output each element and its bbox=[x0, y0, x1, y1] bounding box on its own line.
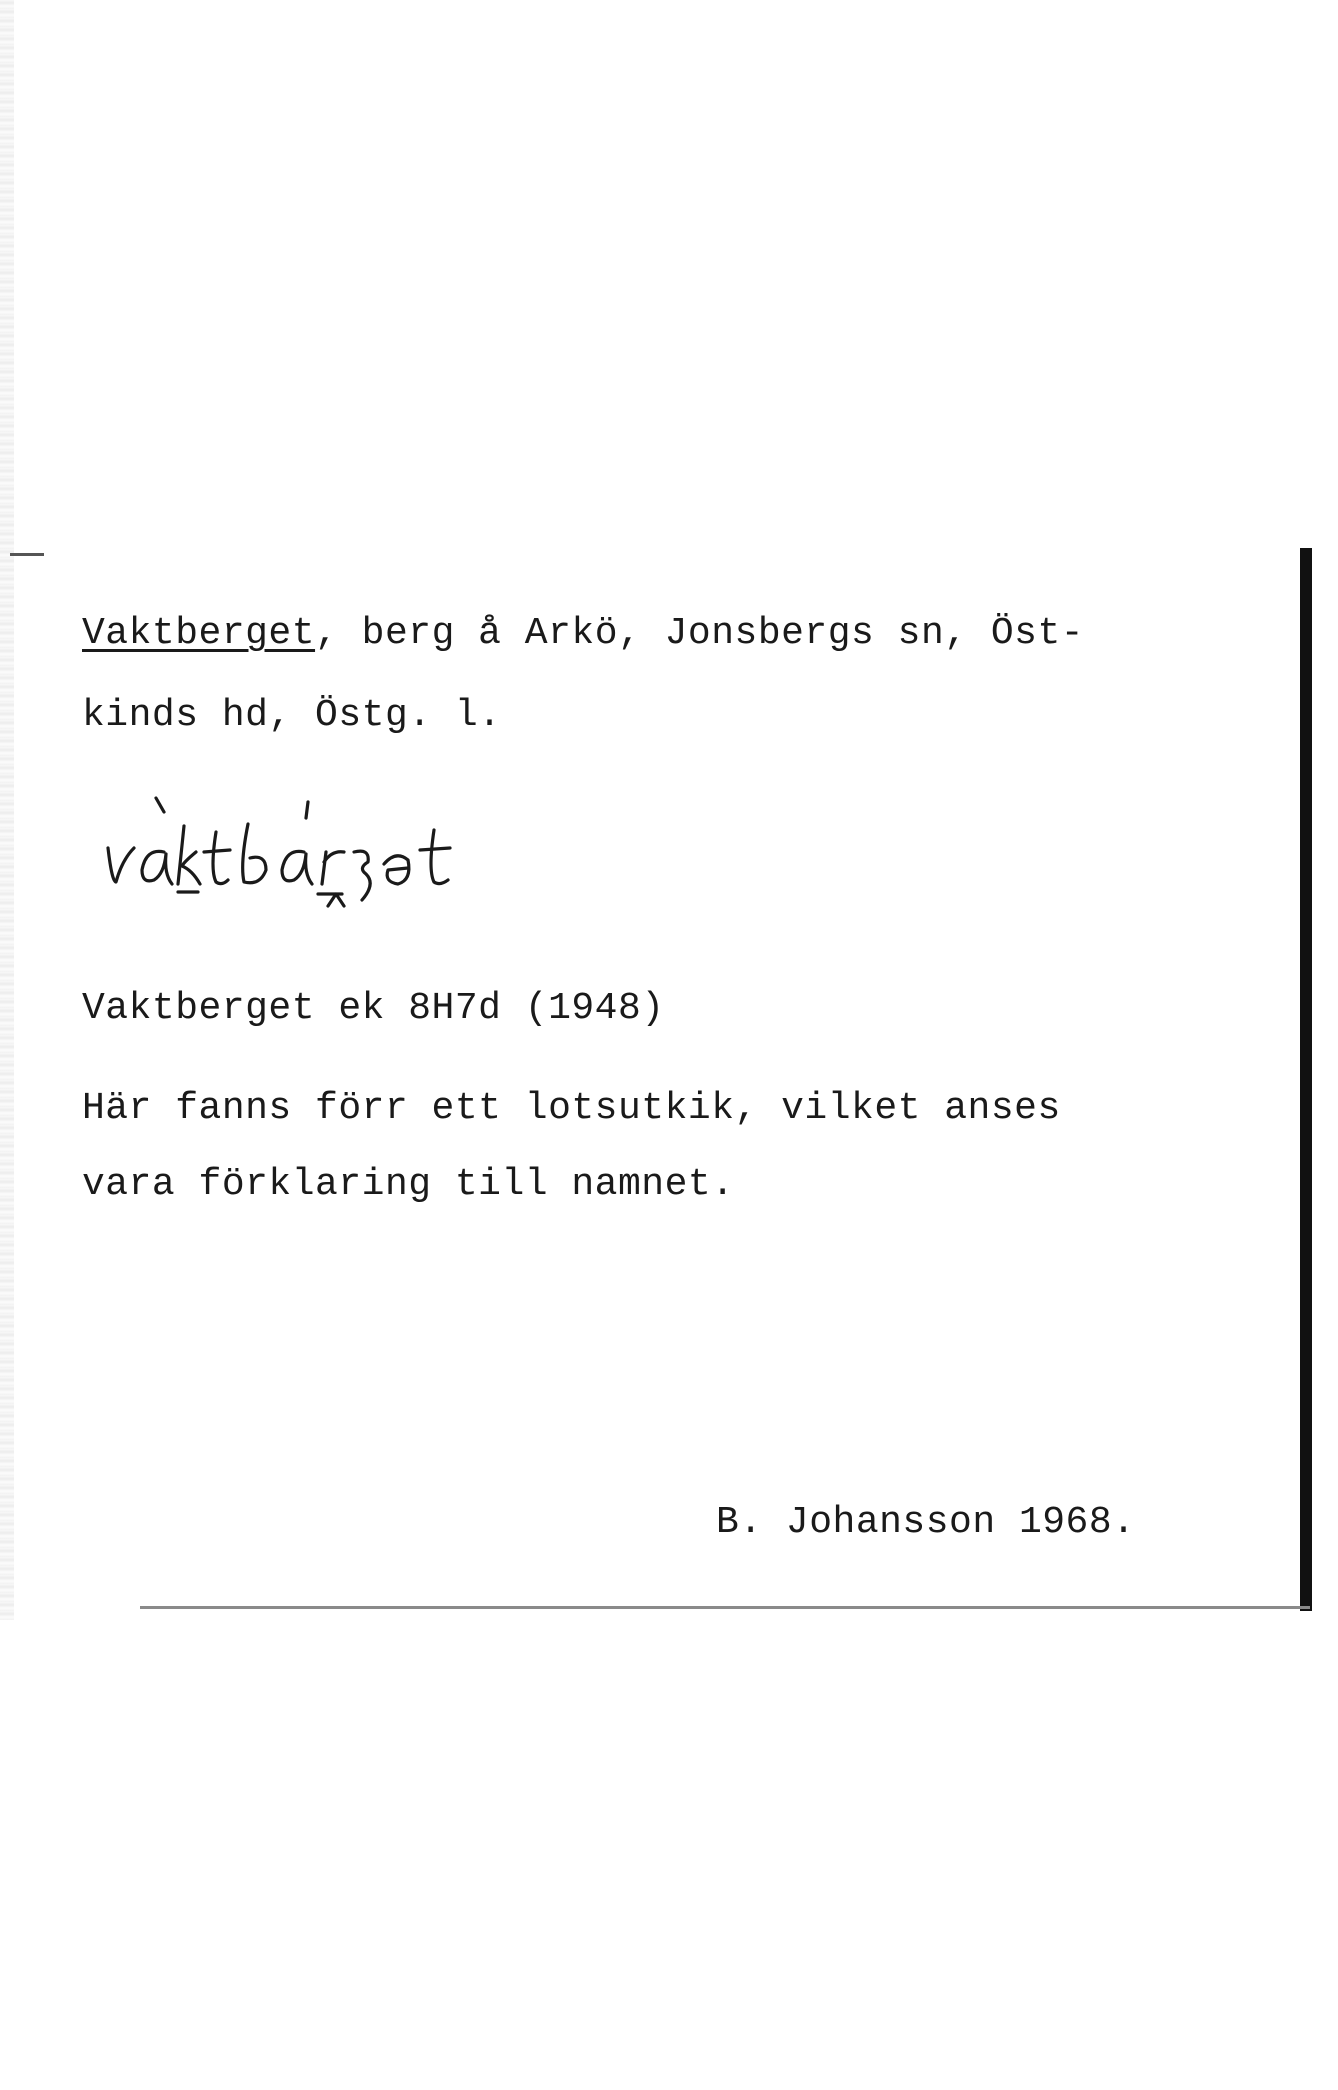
entry-line-1 bbox=[82, 612, 1085, 655]
map-reference: Vaktberget ek 8H7d (1948) bbox=[82, 987, 665, 1030]
headword: Vaktberget bbox=[82, 612, 316, 655]
scan-left-edge bbox=[0, 0, 14, 1620]
note-line-1: Här fanns förr ett lotsutkik, vilket anses bbox=[82, 1087, 1061, 1130]
card-right-border bbox=[1300, 548, 1312, 1611]
note-line-2: vara förklaring till namnet. bbox=[82, 1163, 735, 1206]
scan-mark bbox=[10, 553, 44, 556]
phonetic-transcription bbox=[100, 790, 480, 910]
entry-line-2: kinds hd, Östg. l. bbox=[82, 694, 502, 737]
card-bottom-border bbox=[140, 1606, 1310, 1609]
signature: B. Johansson 1968. bbox=[716, 1501, 1136, 1544]
location-text: , berg å Arkö, Jonsbergs sn, Öst- bbox=[315, 612, 1085, 655]
